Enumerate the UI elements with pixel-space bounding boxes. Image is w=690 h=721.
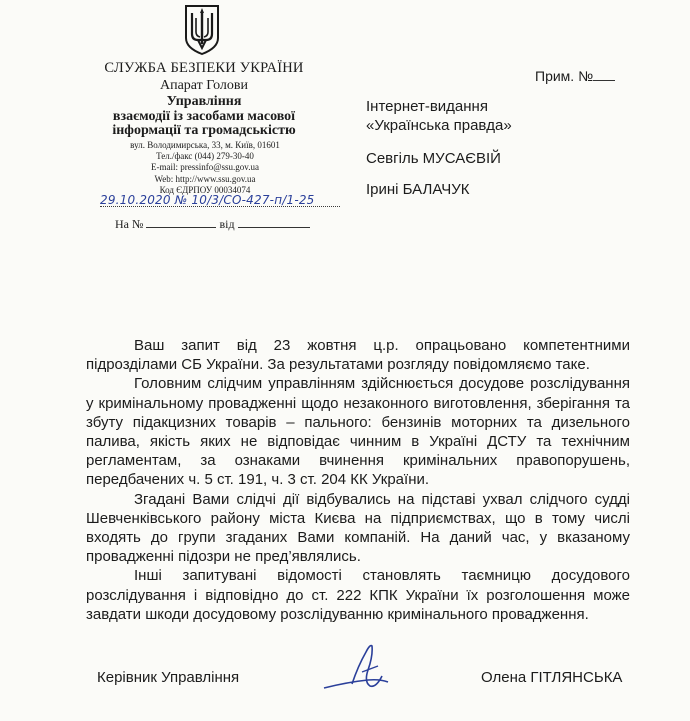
department-line: інформації та громадськістю bbox=[112, 123, 296, 138]
department-name bbox=[86, 95, 322, 139]
contact-email: E-mail: pressinfo@ssu.gov.ua bbox=[151, 162, 259, 173]
org-subdivision: Апарат Голови bbox=[159, 78, 249, 93]
signatory-name: Олена ГІТЛЯНСЬКА bbox=[481, 669, 623, 686]
outgoing-number-line bbox=[100, 206, 340, 207]
contact-phone: Тел./факс (044) 279-30-40 bbox=[156, 151, 254, 162]
letter-body bbox=[86, 336, 630, 624]
recipient-line: Севгіль МУСАЄВІЙ bbox=[366, 150, 501, 167]
department-line: Управління bbox=[166, 94, 242, 109]
body-paragraph: Згадані Вами слідчі дії відбувались на підставі ухвал слідчого судді Шевченківського району міста Києва на підприємствах, що в тому числі входять до групи згаданих Вами компаній. На даний час, у вказаному провадженні підозри не пред’являлись. bbox=[86, 490, 630, 566]
contact-edrpou: Код ЄДРПОУ 00034074 bbox=[159, 184, 251, 195]
prim-number bbox=[535, 68, 615, 84]
recipient-line: Ірині БАЛАЧУК bbox=[366, 181, 470, 198]
signatory-position: Керівник Управління bbox=[97, 669, 240, 686]
org-name: СЛУЖБА БЕЗПЕКИ УКРАЇНИ bbox=[104, 60, 304, 76]
outgoing-number: 29.10.2020 № 10/3/СО-427-п/1-25 bbox=[100, 193, 315, 207]
reference-number-blank bbox=[146, 227, 216, 228]
recipient-line: Інтернет-видання bbox=[366, 98, 488, 115]
recipient-line: «Українська правда» bbox=[366, 117, 512, 134]
reference-from: від bbox=[219, 217, 235, 231]
body-paragraph: Інші запитувані відомості становлять таємницю досудового розслідування і відповідно до ст. 222 КПК України їх розголошення може завдати шкоди досудовому розслідуванню кримінального провадження. bbox=[86, 567, 630, 623]
prim-blank bbox=[593, 80, 615, 81]
body-paragraph: Ваш запит від 23 жовтня ц.р. опрацьовано компетентними підрозділами СБ України. За результатами розгляду повідомляємо таке. bbox=[86, 337, 630, 374]
reference-date-blank bbox=[238, 227, 310, 228]
handwritten-signature bbox=[318, 636, 418, 700]
reference-prefix: На № bbox=[115, 217, 144, 231]
coat-of-arms-icon bbox=[184, 4, 220, 56]
contact-block bbox=[110, 140, 300, 196]
reference-line bbox=[115, 217, 310, 232]
body-paragraph: Головним слідчим управлінням здійснюється досудове розслідування у кримінальному провадженні щодо незаконного виготовлення, зберігання та збуту підакцизних товарів – пального: бензинів моторних та дизельного палива, якість яких не відповідає чинним в Україні ДСТУ та технічним регламентам, за ознаками вчинення кримінальних правопорушень, передбачених ч. 5 ст. 191, ч. 3 ст. 204 КК України. bbox=[86, 375, 630, 489]
contact-address: вул. Володимирська, 33, м. Київ, 01601 bbox=[130, 140, 280, 150]
contact-web: Web: http://www.ssu.gov.ua bbox=[154, 173, 256, 184]
prim-label: Прим. № bbox=[535, 68, 594, 84]
department-line: взаємодії із засобами масової bbox=[112, 108, 296, 124]
